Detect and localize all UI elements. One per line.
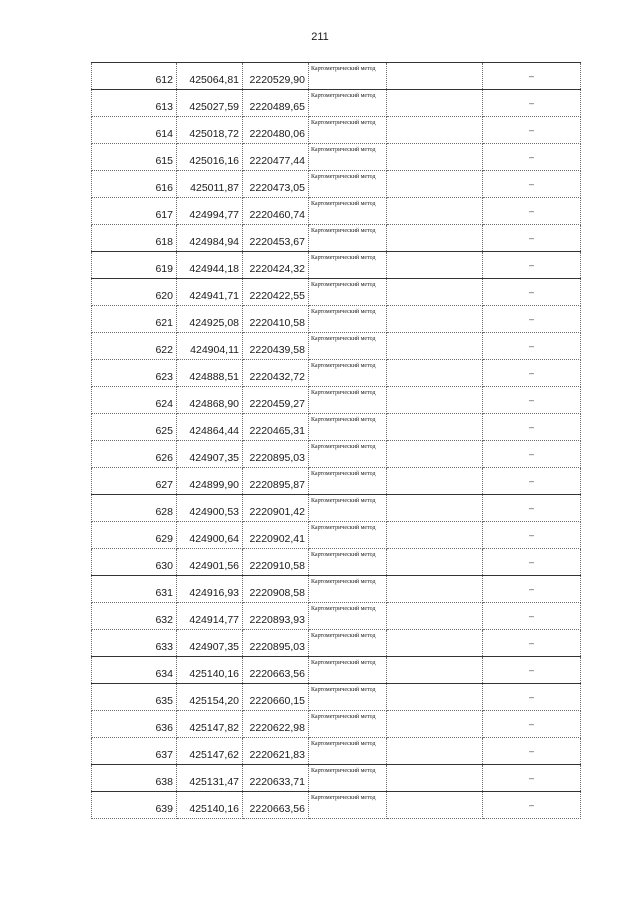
y-coordinate-cell: 2220432,72 (243, 360, 309, 387)
note-cell: – (483, 63, 581, 90)
point-number-cell: 635 (92, 684, 177, 711)
empty-cell (387, 279, 483, 306)
note-cell: – (483, 711, 581, 738)
method-cell: Картометрический метод (309, 711, 387, 738)
point-number-cell: 627 (92, 468, 177, 495)
method-cell: Картометрический метод (309, 549, 387, 576)
x-coordinate-cell: 424914,77 (177, 603, 243, 630)
method-cell: Картометрический метод (309, 306, 387, 333)
empty-cell (387, 792, 483, 819)
table-row (92, 414, 581, 441)
table-row (92, 306, 581, 333)
table-row (92, 549, 581, 576)
table-row (92, 279, 581, 306)
note-cell: – (483, 522, 581, 549)
method-cell: Картометрический метод (309, 738, 387, 765)
table-row (92, 225, 581, 252)
y-coordinate-cell: 2220622,98 (243, 711, 309, 738)
empty-cell (387, 522, 483, 549)
point-number-cell: 619 (92, 252, 177, 279)
x-coordinate-cell: 425140,16 (177, 792, 243, 819)
y-coordinate-cell: 2220895,03 (243, 441, 309, 468)
point-number-cell: 636 (92, 711, 177, 738)
point-number-cell: 614 (92, 117, 177, 144)
point-number-cell: 620 (92, 279, 177, 306)
table-row (92, 252, 581, 279)
y-coordinate-cell: 2220480,06 (243, 117, 309, 144)
y-coordinate-cell: 2220453,67 (243, 225, 309, 252)
method-cell: Картометрический метод (309, 171, 387, 198)
note-cell: – (483, 765, 581, 792)
y-coordinate-cell: 2220410,58 (243, 306, 309, 333)
method-cell: Картометрический метод (309, 90, 387, 117)
point-number-cell: 621 (92, 306, 177, 333)
x-coordinate-cell: 424900,64 (177, 522, 243, 549)
method-cell: Картометрический метод (309, 603, 387, 630)
note-cell: – (483, 576, 581, 603)
y-coordinate-cell: 2220893,93 (243, 603, 309, 630)
point-number-cell: 629 (92, 522, 177, 549)
empty-cell (387, 711, 483, 738)
empty-cell (387, 117, 483, 144)
point-number-cell: 624 (92, 387, 177, 414)
method-cell: Картометрический метод (309, 117, 387, 144)
y-coordinate-cell: 2220459,27 (243, 387, 309, 414)
method-cell: Картометрический метод (309, 63, 387, 90)
x-coordinate-cell: 424925,08 (177, 306, 243, 333)
note-cell: – (483, 252, 581, 279)
point-number-cell: 618 (92, 225, 177, 252)
x-coordinate-cell: 424899,90 (177, 468, 243, 495)
page-number: 211 (311, 31, 329, 43)
note-cell: – (483, 225, 581, 252)
table-row (92, 333, 581, 360)
point-number-cell: 639 (92, 792, 177, 819)
note-cell: – (483, 144, 581, 171)
empty-cell (387, 90, 483, 117)
table-row (92, 144, 581, 171)
empty-cell (387, 144, 483, 171)
table-row (92, 468, 581, 495)
empty-cell (387, 333, 483, 360)
x-coordinate-cell: 424900,53 (177, 495, 243, 522)
y-coordinate-cell: 2220910,58 (243, 549, 309, 576)
method-cell: Картометрический метод (309, 522, 387, 549)
note-cell: – (483, 468, 581, 495)
x-coordinate-cell: 424984,94 (177, 225, 243, 252)
point-number-cell: 623 (92, 360, 177, 387)
point-number-cell: 628 (92, 495, 177, 522)
table-row (92, 792, 581, 819)
x-coordinate-cell: 425131,47 (177, 765, 243, 792)
point-number-cell: 622 (92, 333, 177, 360)
note-cell: – (483, 549, 581, 576)
empty-cell (387, 495, 483, 522)
x-coordinate-cell: 424907,35 (177, 441, 243, 468)
note-cell: – (483, 360, 581, 387)
x-coordinate-cell: 425064,81 (177, 63, 243, 90)
table-row (92, 657, 581, 684)
x-coordinate-cell: 424904,11 (177, 333, 243, 360)
empty-cell (387, 63, 483, 90)
note-cell: – (483, 603, 581, 630)
empty-cell (387, 387, 483, 414)
point-number-cell: 632 (92, 603, 177, 630)
table-row (92, 441, 581, 468)
point-number-cell: 615 (92, 144, 177, 171)
table-row (92, 603, 581, 630)
table-row (92, 63, 581, 90)
note-cell: – (483, 306, 581, 333)
method-cell: Картометрический метод (309, 225, 387, 252)
empty-cell (387, 360, 483, 387)
method-cell: Картометрический метод (309, 684, 387, 711)
empty-cell (387, 198, 483, 225)
x-coordinate-cell: 424941,71 (177, 279, 243, 306)
method-cell: Картометрический метод (309, 576, 387, 603)
note-cell: – (483, 441, 581, 468)
y-coordinate-cell: 2220901,42 (243, 495, 309, 522)
note-cell: – (483, 630, 581, 657)
table-row (92, 90, 581, 117)
x-coordinate-cell: 424944,18 (177, 252, 243, 279)
y-coordinate-cell: 2220465,31 (243, 414, 309, 441)
note-cell: – (483, 171, 581, 198)
method-cell: Картометрический метод (309, 657, 387, 684)
y-coordinate-cell: 2220439,58 (243, 333, 309, 360)
x-coordinate-cell: 424864,44 (177, 414, 243, 441)
method-cell: Картометрический метод (309, 387, 387, 414)
point-number-cell: 612 (92, 63, 177, 90)
method-cell: Картометрический метод (309, 414, 387, 441)
y-coordinate-cell: 2220908,58 (243, 576, 309, 603)
table-row (92, 198, 581, 225)
y-coordinate-cell: 2220895,03 (243, 630, 309, 657)
point-number-cell: 613 (92, 90, 177, 117)
point-number-cell: 633 (92, 630, 177, 657)
method-cell: Картометрический метод (309, 360, 387, 387)
empty-cell (387, 684, 483, 711)
method-cell: Картометрический метод (309, 279, 387, 306)
method-cell: Картометрический метод (309, 468, 387, 495)
y-coordinate-cell: 2220663,56 (243, 657, 309, 684)
x-coordinate-cell: 425147,82 (177, 711, 243, 738)
x-coordinate-cell: 425027,59 (177, 90, 243, 117)
table-row (92, 495, 581, 522)
x-coordinate-cell: 425147,62 (177, 738, 243, 765)
table-row (92, 576, 581, 603)
x-coordinate-cell: 425011,87 (177, 171, 243, 198)
empty-cell (387, 765, 483, 792)
note-cell: – (483, 684, 581, 711)
note-cell: – (483, 117, 581, 144)
note-cell: – (483, 414, 581, 441)
x-coordinate-cell: 424916,93 (177, 576, 243, 603)
empty-cell (387, 549, 483, 576)
note-cell: – (483, 738, 581, 765)
method-cell: Картометрический метод (309, 441, 387, 468)
point-number-cell: 638 (92, 765, 177, 792)
y-coordinate-cell: 2220895,87 (243, 468, 309, 495)
point-number-cell: 630 (92, 549, 177, 576)
point-number-cell: 631 (92, 576, 177, 603)
method-cell: Картометрический метод (309, 792, 387, 819)
empty-cell (387, 252, 483, 279)
x-coordinate-cell: 424994,77 (177, 198, 243, 225)
empty-cell (387, 441, 483, 468)
table-row (92, 684, 581, 711)
x-coordinate-cell: 424907,35 (177, 630, 243, 657)
empty-cell (387, 738, 483, 765)
coordinates-table (91, 62, 581, 819)
empty-cell (387, 576, 483, 603)
empty-cell (387, 657, 483, 684)
point-number-cell: 626 (92, 441, 177, 468)
y-coordinate-cell: 2220621,83 (243, 738, 309, 765)
empty-cell (387, 414, 483, 441)
y-coordinate-cell: 2220902,41 (243, 522, 309, 549)
x-coordinate-cell: 425154,20 (177, 684, 243, 711)
x-coordinate-cell: 425140,16 (177, 657, 243, 684)
note-cell: – (483, 792, 581, 819)
empty-cell (387, 225, 483, 252)
method-cell: Картометрический метод (309, 765, 387, 792)
x-coordinate-cell: 424868,90 (177, 387, 243, 414)
point-number-cell: 617 (92, 198, 177, 225)
note-cell: – (483, 333, 581, 360)
x-coordinate-cell: 425016,16 (177, 144, 243, 171)
note-cell: – (483, 198, 581, 225)
table-row (92, 738, 581, 765)
empty-cell (387, 468, 483, 495)
table-row (92, 360, 581, 387)
empty-cell (387, 630, 483, 657)
x-coordinate-cell: 424888,51 (177, 360, 243, 387)
y-coordinate-cell: 2220422,55 (243, 279, 309, 306)
y-coordinate-cell: 2220660,15 (243, 684, 309, 711)
table-row (92, 171, 581, 198)
method-cell: Картометрический метод (309, 252, 387, 279)
point-number-cell: 616 (92, 171, 177, 198)
note-cell: – (483, 495, 581, 522)
y-coordinate-cell: 2220473,05 (243, 171, 309, 198)
y-coordinate-cell: 2220460,74 (243, 198, 309, 225)
note-cell: – (483, 657, 581, 684)
method-cell: Картометрический метод (309, 630, 387, 657)
y-coordinate-cell: 2220663,56 (243, 792, 309, 819)
table-row (92, 765, 581, 792)
empty-cell (387, 171, 483, 198)
x-coordinate-cell: 424901,56 (177, 549, 243, 576)
y-coordinate-cell: 2220477,44 (243, 144, 309, 171)
table-row (92, 387, 581, 414)
table-row (92, 630, 581, 657)
empty-cell (387, 306, 483, 333)
empty-cell (387, 603, 483, 630)
y-coordinate-cell: 2220424,32 (243, 252, 309, 279)
point-number-cell: 637 (92, 738, 177, 765)
note-cell: – (483, 387, 581, 414)
y-coordinate-cell: 2220633,71 (243, 765, 309, 792)
table-row (92, 522, 581, 549)
y-coordinate-cell: 2220529,90 (243, 63, 309, 90)
method-cell: Картометрический метод (309, 198, 387, 225)
table-row (92, 117, 581, 144)
note-cell: – (483, 279, 581, 306)
point-number-cell: 634 (92, 657, 177, 684)
point-number-cell: 625 (92, 414, 177, 441)
method-cell: Картометрический метод (309, 495, 387, 522)
method-cell: Картометрический метод (309, 144, 387, 171)
x-coordinate-cell: 425018,72 (177, 117, 243, 144)
note-cell: – (483, 90, 581, 117)
method-cell: Картометрический метод (309, 333, 387, 360)
y-coordinate-cell: 2220489,65 (243, 90, 309, 117)
table-row (92, 711, 581, 738)
